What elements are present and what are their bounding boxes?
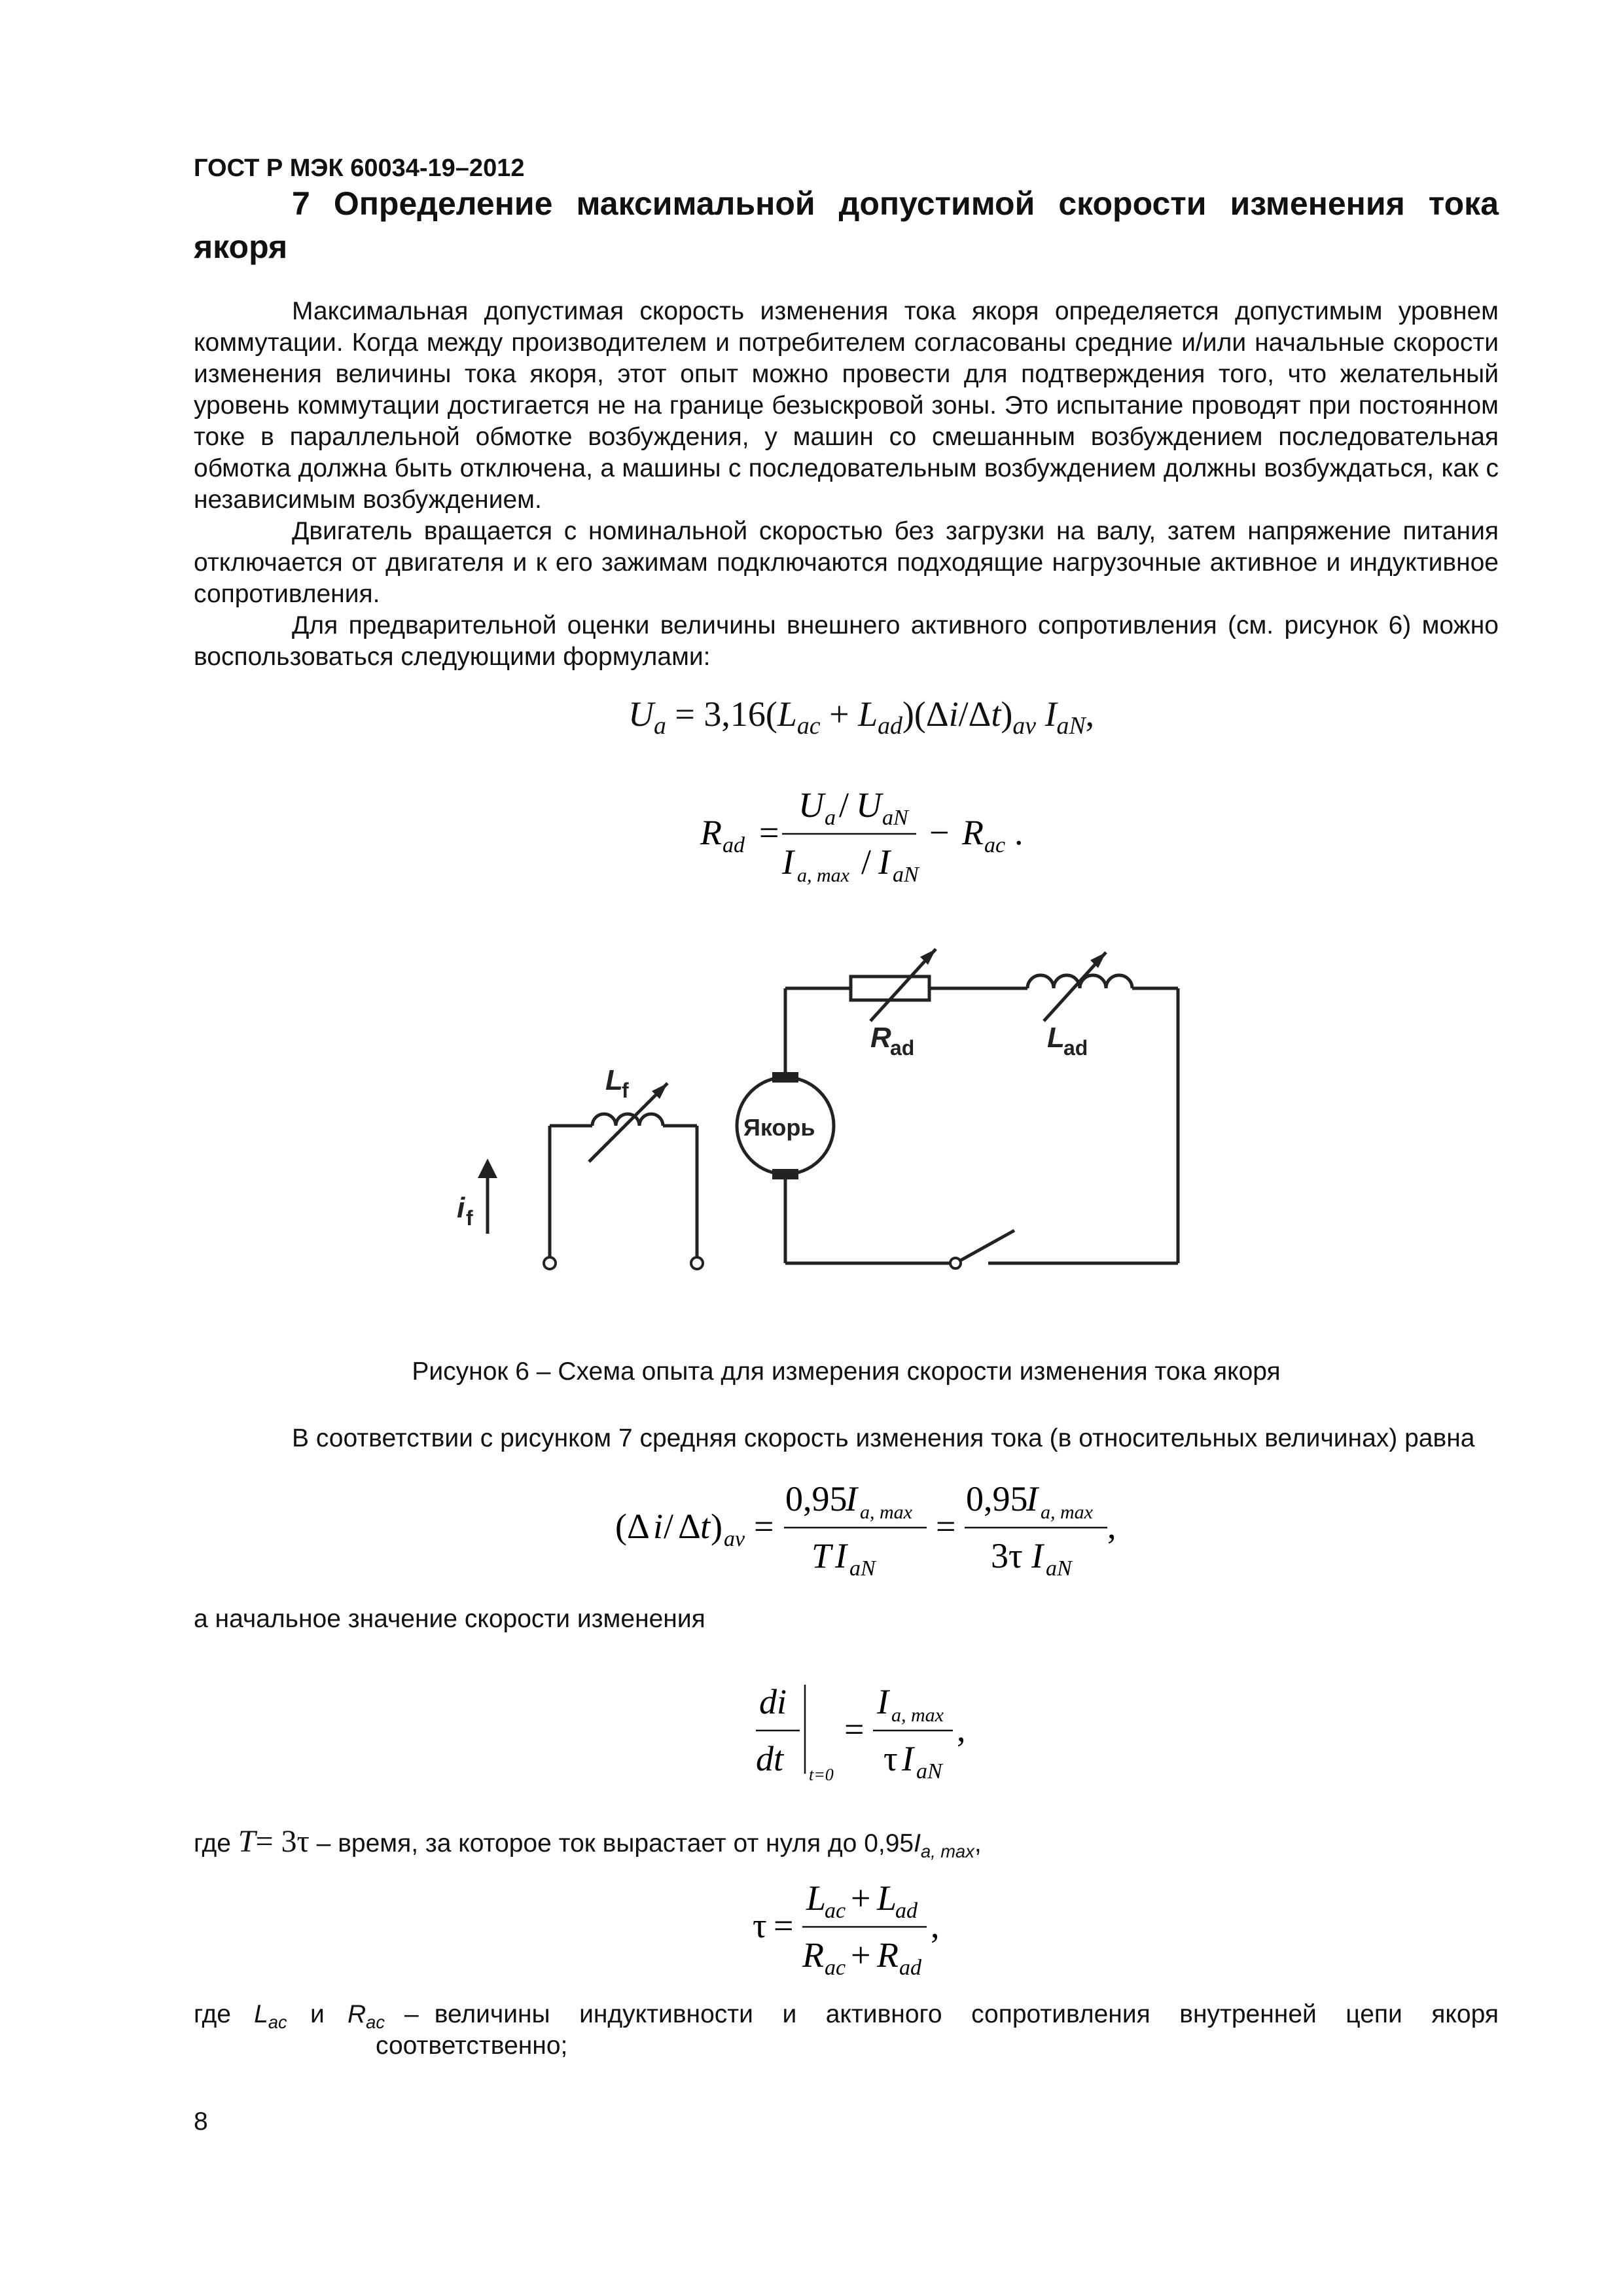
f4-num-di: di — [759, 1682, 787, 1721]
f4-den-i: I — [902, 1739, 914, 1778]
if-arrowhead — [478, 1158, 497, 1178]
label-if-main: i — [457, 1192, 465, 1224]
f5-den-r1: R — [802, 1935, 824, 1975]
f4-comma: , — [957, 1710, 966, 1749]
label-armature: Якорь — [743, 1114, 815, 1141]
f1-comma: , — [1085, 694, 1095, 734]
f5-num-l2: L — [877, 1878, 897, 1918]
f1-symbol-t: t — [991, 694, 1001, 734]
where1-symbol-i: I — [914, 1829, 921, 1857]
paragraph-preliminary-estimate — [194, 610, 1499, 673]
f2-den-sub-amax: a, max — [797, 865, 849, 886]
f3-num1-coef: 0,95 — [785, 1479, 847, 1518]
f1-close: ) — [1001, 694, 1013, 734]
f5-den-sub-ac: ac — [825, 1956, 846, 1980]
f3-equals-1: = — [754, 1507, 774, 1546]
label-lad-sub: ad — [1063, 1036, 1088, 1060]
f1-plus: + — [829, 694, 849, 734]
f3-lhs-delta: Δ — [678, 1507, 701, 1546]
f5-tau: τ — [753, 1906, 767, 1945]
figure-circuit-diagram — [419, 916, 1230, 1322]
f2-minus: − — [929, 813, 950, 852]
f5-equals: = — [774, 1906, 794, 1945]
f2-num-sub-an: aN — [882, 806, 908, 830]
where1-equals: = 3τ — [255, 1824, 310, 1859]
f1-mid: )(Δ — [902, 694, 949, 734]
f5-num-sub-ac: ac — [825, 1899, 846, 1923]
f3-num1-i: I — [846, 1479, 857, 1518]
f2-den-i2: I — [878, 842, 890, 882]
where2-symbol-r: R — [347, 2000, 366, 2028]
standard-code-header: ГОСТ Р МЭК 60034-19–2012 — [194, 154, 525, 182]
label-rad-main: R — [870, 1022, 891, 1054]
f1-sub-ac: ac — [796, 711, 821, 740]
f3-lhs-slash: / — [664, 1507, 674, 1546]
f2-den-i: I — [782, 842, 794, 882]
terminal-right — [691, 1257, 703, 1269]
f1-equals: = — [675, 694, 695, 734]
f3-lhs-open: (Δ — [615, 1507, 650, 1546]
f1-sub-a: a — [654, 711, 666, 740]
f5-comma: , — [931, 1906, 940, 1945]
formula-tau — [753, 1872, 949, 1992]
f5-num-plus: + — [851, 1878, 871, 1918]
f3-num2-i: I — [1026, 1479, 1038, 1518]
f2-symbol-r2: R — [962, 813, 984, 852]
f3-num2-sub: a, max — [1041, 1501, 1093, 1523]
label-lf-sub: f — [622, 1079, 629, 1102]
f2-num-sub-a: a — [825, 806, 836, 830]
switch-blade — [955, 1230, 1014, 1263]
figure-caption: Рисунок 6 – Схема опыта для измерения скорости изменения тока якоря — [412, 1357, 1281, 1386]
f2-symbol-r: R — [700, 813, 722, 852]
f3-den1-sub: aN — [849, 1556, 876, 1581]
f1-sub-an: aN — [1056, 711, 1086, 740]
f3-comma: , — [1107, 1507, 1116, 1546]
f4-den-sub: aN — [916, 1759, 942, 1784]
where1-sub: a, max — [920, 1840, 974, 1861]
f1-sub-av: av — [1012, 711, 1037, 740]
paragraph-preliminary-estimate-text: Для предварительной оценки величины внешнего активного сопротивления (см. рисунок 6) можно воспользоваться следующими формулами: — [194, 611, 1499, 671]
f3-sub-av: av — [724, 1527, 745, 1551]
where2-line1 — [404, 1999, 1499, 2030]
f1-delta: Δ — [968, 694, 991, 734]
where2-and: и — [310, 2000, 325, 2028]
paragraph-commutation-text: Максимальная допустимая скорость изменения тока якоря определяется допустимым уровнем коммутации. Когда между производителем и потребителем согласованы средние и/или начальные скорости изменения величины тока якоря, этот опыт можно провести для подтверждения того, что желательный уровень коммутации достигается не на границе безыскровой зоны. Это испытание проводят при постоянном токе в параллельной обмотке возбуждения, у машин со смешанным возбуждением последовательная обмотка должна быть отключена, а машины с последовательным возбуждением должны возбуждаться, как с независимым возбуждением. — [194, 297, 1499, 514]
formula-resistance — [700, 779, 1067, 899]
where1-symbol-t: T — [238, 1824, 256, 1859]
formula-voltage — [628, 694, 1094, 740]
f5-den-sub-ad: ad — [899, 1956, 921, 1980]
f3-den2-i: I — [1031, 1536, 1043, 1575]
f3-lhs-t: t — [700, 1507, 711, 1546]
paragraph-initial-rate — [194, 1604, 1499, 1635]
paragraph-average-rate-text: В соответствии с рисунком 7 средняя скорость изменения тока (в относительных величинах) равна — [292, 1424, 1475, 1452]
where2-sub-ac: ac — [268, 2011, 287, 2032]
f1-symbol-i: i — [948, 694, 959, 734]
where1-word: где — [194, 1829, 231, 1857]
where2-symbol-l: L — [254, 2000, 268, 2028]
where1-text: – время, за которое ток вырастает от нуля до 0,95 — [309, 1829, 914, 1857]
f3-lhs-close: ) — [711, 1507, 722, 1546]
terminal-left — [544, 1257, 556, 1269]
brush-bottom — [772, 1169, 798, 1179]
f2-num-u2: U — [856, 785, 882, 825]
definition-time-constant-t — [194, 1823, 982, 1862]
label-if-sub: f — [466, 1206, 473, 1230]
f3-den2-sub: aN — [1046, 1556, 1072, 1581]
f3-den1-i: I — [835, 1536, 847, 1575]
f2-period: . — [1014, 813, 1024, 852]
paragraph-initial-rate-text: а начальное значение скорости изменения — [194, 1605, 705, 1633]
f1-symbol-l1: L — [777, 694, 797, 734]
where2-word: где — [194, 2000, 231, 2028]
switch-contact — [950, 1258, 961, 1268]
f3-den2-three-tau: 3τ — [991, 1536, 1023, 1575]
page-number: 8 — [194, 2108, 208, 2136]
f1-coefficient: 3,16( — [704, 694, 777, 734]
f3-den1-t: T — [812, 1536, 832, 1575]
f4-equals: = — [844, 1710, 865, 1749]
f4-den-tau: τ — [883, 1739, 898, 1778]
paragraph-motor-rotation-text: Двигатель вращается с номинальной скоростью без загрузки на валу, затем напряжение питания отключается от двигателя и к его зажимам подключаются подходящие нагрузочные активное и индуктивное сопротивления. — [194, 517, 1499, 608]
f2-num-slash: / — [839, 785, 849, 825]
where2-sub-ac-2: ac — [366, 2011, 385, 2032]
f3-num2-coef: 0,95 — [966, 1479, 1028, 1518]
f3-num1-sub: a, max — [860, 1501, 912, 1523]
formula-average-rate — [615, 1473, 1116, 1592]
paragraph-average-rate — [194, 1423, 1499, 1454]
where2-symbols — [194, 1999, 385, 2038]
resistor-rad — [851, 977, 929, 1000]
section-title — [194, 182, 1499, 268]
f1-symbol-current: I — [1044, 694, 1057, 734]
f3-lhs-i: i — [653, 1507, 664, 1546]
label-lad-main: L — [1047, 1022, 1065, 1054]
f2-sub-ad: ad — [722, 833, 745, 857]
f2-den-slash: / — [861, 842, 872, 882]
f4-num-sub: a, max — [891, 1704, 944, 1726]
section-title-text: 7 Определение максимальной допустимой скорости изменения тока якоря — [194, 185, 1499, 265]
f5-den-r2: R — [877, 1935, 899, 1975]
f5-den-plus: + — [851, 1935, 871, 1975]
f2-equals: = — [759, 813, 779, 852]
where2-text: величины индуктивности и активного сопротивления внутренней цепи якоря — [434, 2000, 1499, 2028]
where2-description — [376, 1999, 1499, 2062]
f2-num-u: U — [798, 785, 824, 825]
f4-num-i: I — [877, 1682, 889, 1721]
f3-equals-2: = — [936, 1507, 956, 1546]
f5-num-l1: L — [806, 1878, 827, 1918]
f4-eval-sub: t=0 — [809, 1765, 834, 1784]
label-lf-main: L — [605, 1064, 623, 1096]
paragraph-commutation — [194, 296, 1499, 516]
f5-num-sub-ad: ad — [895, 1899, 918, 1923]
where2-continuation: соответственно; — [376, 2032, 568, 2060]
f2-sub-ac: ac — [984, 833, 1006, 857]
f4-den-dt: dt — [756, 1739, 784, 1778]
where2-dash: – — [404, 2000, 419, 2028]
brush-top — [772, 1072, 798, 1083]
where1-comma: , — [974, 1829, 982, 1857]
f1-symbol-u: U — [628, 694, 654, 734]
f1-slash: / — [958, 694, 969, 734]
f1-symbol-l2: L — [858, 694, 878, 734]
label-rad-sub: ad — [890, 1036, 915, 1060]
f1-sub-ad: ad — [878, 711, 902, 740]
f2-den-sub-an: aN — [893, 863, 919, 887]
formula-initial-rate — [753, 1676, 969, 1795]
paragraph-motor-rotation — [194, 516, 1499, 610]
